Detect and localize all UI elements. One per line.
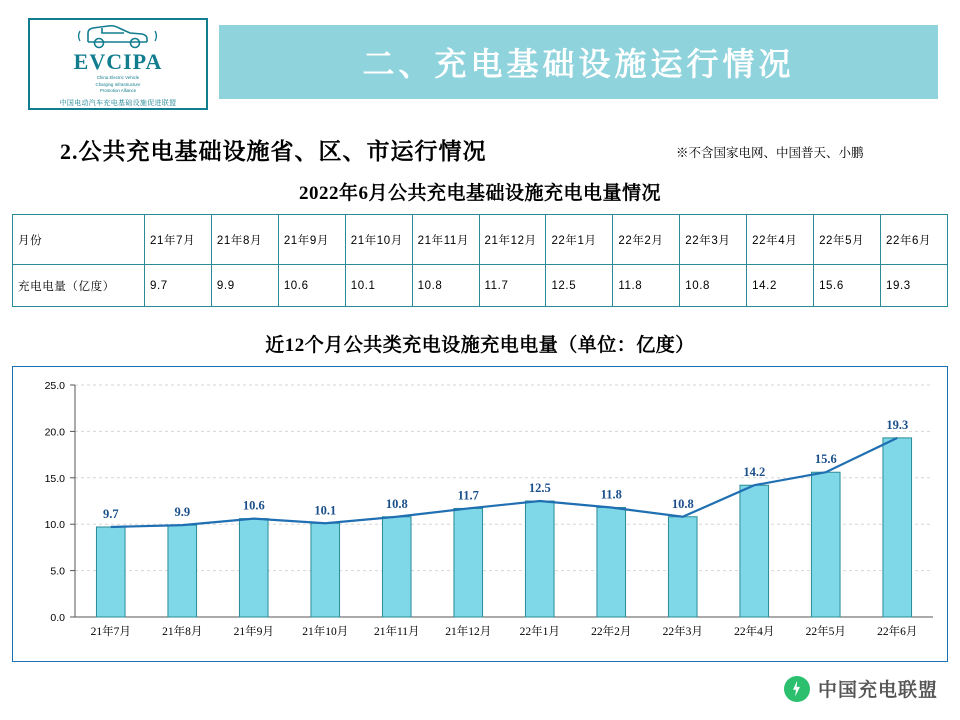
- x-axis-tick-label: 21年12月: [445, 626, 492, 638]
- table-col-header: 22年6月: [880, 215, 947, 265]
- evcipa-logo: [28, 18, 208, 110]
- x-axis-tick-label: 22年6月: [877, 626, 918, 638]
- bar: [597, 507, 626, 617]
- data-label: 10.1: [314, 503, 337, 518]
- charging-volume-chart: [13, 367, 947, 661]
- y-axis-tick-label: 25.0: [44, 380, 65, 392]
- table-row: [13, 215, 948, 265]
- table-row-header-month: 月份: [13, 215, 145, 265]
- data-label: 9.7: [102, 506, 119, 521]
- table-col-header: 21年9月: [278, 215, 345, 265]
- exclusion-note: ※不含国家电网、中国普天、小鹏: [676, 146, 864, 160]
- page-title: 二、充电基础设施运行情况: [362, 46, 795, 82]
- bar: [382, 517, 411, 617]
- table-col-header: 22年3月: [680, 215, 747, 265]
- table-row-header-volume: 充电电量（亿度）: [13, 265, 145, 307]
- charging-volume-table: [12, 214, 948, 307]
- bar: [740, 485, 769, 617]
- table-col-header: 22年2月: [613, 215, 680, 265]
- subsection-heading: [60, 133, 487, 166]
- x-axis-tick-label: 22年5月: [805, 626, 846, 638]
- table-cell: 9.7: [145, 265, 212, 307]
- table-cell: 14.2: [747, 265, 814, 307]
- bar: [311, 523, 340, 617]
- table-col-header: 21年7月: [145, 215, 212, 265]
- x-axis-tick-label: 21年11月: [373, 626, 420, 638]
- table-col-header: 22年4月: [747, 215, 814, 265]
- car-charging-icon: [72, 20, 164, 50]
- wechat-lightning-icon: [784, 676, 810, 702]
- data-label: 10.8: [385, 496, 408, 511]
- watermark-label: 中国充电联盟: [817, 680, 938, 701]
- data-label: 14.2: [743, 465, 766, 480]
- x-axis-tick-label: 21年9月: [233, 626, 274, 638]
- y-axis-tick-label: 10.0: [44, 519, 65, 532]
- table-row: [13, 265, 948, 307]
- y-axis-tick-label: 5.0: [50, 565, 65, 578]
- table-cell: 10.6: [278, 265, 345, 307]
- data-label: 11.7: [457, 488, 479, 503]
- chart-container: [12, 366, 948, 662]
- logo-wordmark: EVCIPA: [73, 49, 163, 75]
- page-header: [0, 0, 960, 115]
- x-axis-tick-label: 21年7月: [90, 626, 131, 638]
- table-cell: 9.9: [211, 265, 278, 307]
- bar: [454, 508, 483, 617]
- x-axis-tick-label: 22年2月: [591, 626, 632, 638]
- x-axis-tick-label: 21年10月: [302, 626, 349, 638]
- subsection-number: 2.: [60, 139, 79, 164]
- bar: [525, 501, 554, 617]
- table-col-header: 21年12月: [479, 215, 546, 265]
- data-label: 15.6: [814, 452, 837, 467]
- table-cell: 10.8: [412, 265, 479, 307]
- logo-chinese-text: 中国电动汽车充电基础设施促进联盟: [59, 99, 177, 107]
- table-cell: 12.5: [546, 265, 613, 307]
- x-axis-tick-label: 22年1月: [519, 626, 560, 638]
- table-cell: 11.7: [479, 265, 546, 307]
- data-label: 10.6: [242, 498, 265, 513]
- table-cell: 15.6: [814, 265, 881, 307]
- table-cell: 10.1: [345, 265, 412, 307]
- table-col-header: 21年8月: [211, 215, 278, 265]
- table-title: 2022年6月公共充电基础设施充电电量情况: [298, 183, 661, 204]
- table-col-header: 21年11月: [412, 215, 479, 265]
- table-col-header: 22年5月: [814, 215, 881, 265]
- table-cell: 10.8: [680, 265, 747, 307]
- footer-watermark: [784, 675, 938, 702]
- y-axis-tick-label: 20.0: [44, 426, 65, 439]
- x-axis-tick-label: 21年8月: [162, 626, 203, 638]
- section-title-band: [219, 25, 938, 99]
- logo-english-text: China Electric Vehicle Charging Infrastructure Promotion Alliance: [95, 75, 141, 94]
- table-col-header: 21年10月: [345, 215, 412, 265]
- x-axis-tick-label: 22年4月: [734, 626, 775, 638]
- data-label: 9.9: [174, 505, 191, 520]
- bar: [811, 472, 840, 617]
- chart-title: 近12个月公共类充电设施充电电量（单位：亿度）: [265, 335, 695, 356]
- bar: [168, 525, 197, 617]
- table-cell: 11.8: [613, 265, 680, 307]
- bar: [96, 527, 125, 617]
- table-cell: 19.3: [880, 265, 947, 307]
- bar: [883, 438, 912, 617]
- data-label: 11.8: [600, 487, 622, 502]
- data-label: 10.8: [671, 496, 694, 511]
- bar: [668, 517, 697, 617]
- subsection-text: 公共充电基础设施省、区、市运行情况: [78, 139, 487, 164]
- x-axis-tick-label: 22年3月: [662, 626, 703, 638]
- y-axis-tick-label: 15.0: [44, 472, 65, 485]
- bar: [239, 519, 268, 617]
- data-label: 19.3: [886, 417, 909, 432]
- trend-line: [111, 438, 898, 527]
- table-col-header: 22年1月: [546, 215, 613, 265]
- data-label: 12.5: [528, 481, 551, 495]
- y-axis-tick-label: 0.0: [50, 612, 65, 624]
